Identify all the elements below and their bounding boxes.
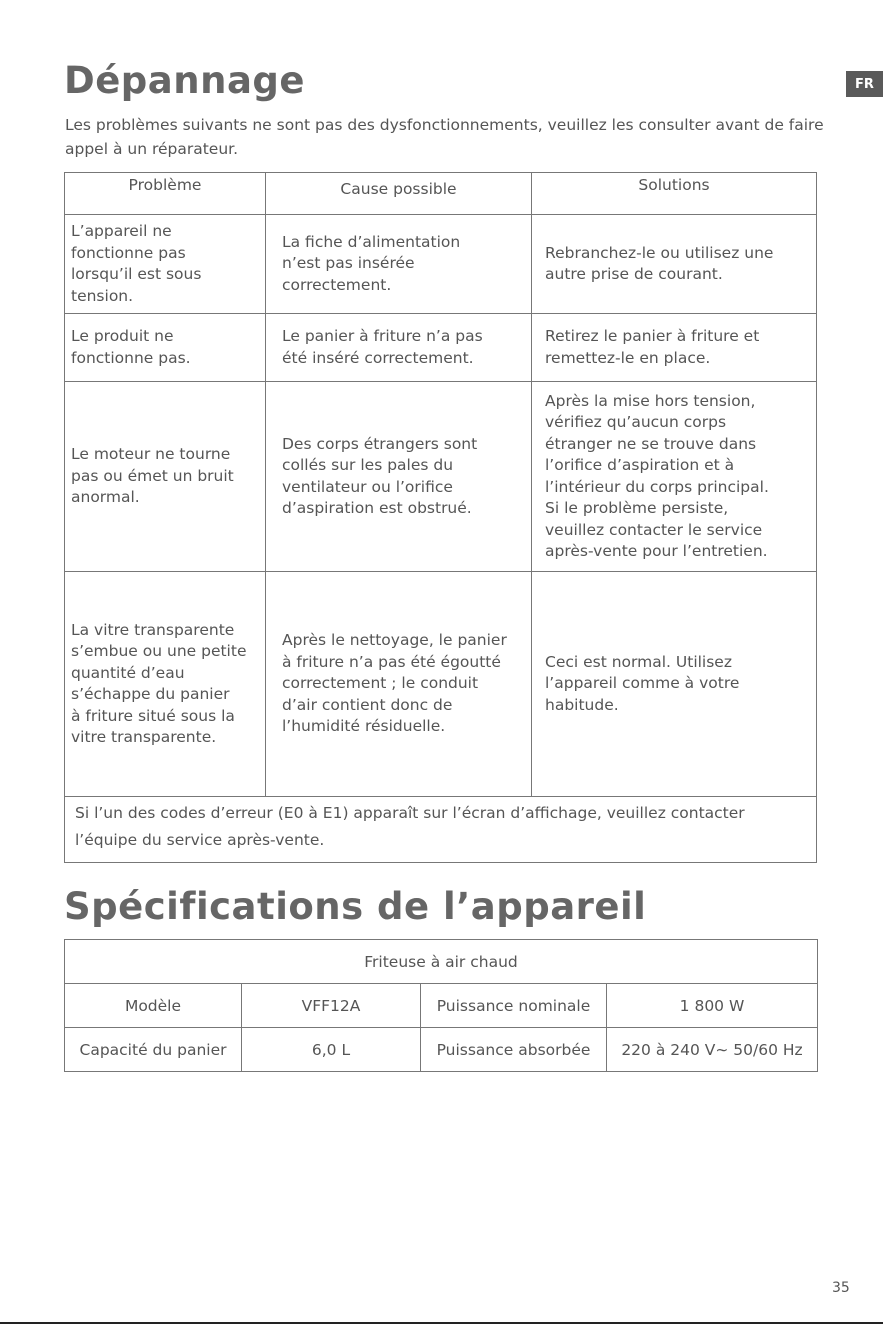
header-problem: Problème bbox=[65, 173, 266, 214]
intro-paragraph: Les problèmes suivants ne sont pas des dysfonctionnements, veuillez les consulter avant de faire appel à un réparateur. bbox=[65, 116, 824, 158]
cause-text: Après le nettoyage, le panier à friture n’a pas été égoutté correctement ; le conduit d’air contient donc de l’humidité résiduelle. bbox=[282, 631, 507, 736]
problem-text: L’appareil ne fonctionne pas lorsqu’il est sous tension. bbox=[71, 222, 202, 305]
cause-text: Des corps étrangers sont collés sur les pales du ventilateur ou l’orifice d’aspiration est obstrué. bbox=[282, 434, 478, 517]
cause-cell bbox=[266, 314, 532, 381]
solution-cell bbox=[532, 572, 816, 796]
rated-power-label: Puissance nominale bbox=[421, 984, 607, 1027]
solution-text: Rebranchez-le ou utilisez une autre prise de courant. bbox=[545, 243, 774, 283]
solution-text: Retirez le panier à friture et remettez-le en place. bbox=[545, 327, 760, 367]
section-title-specifications: Spécifications de l’appareil bbox=[64, 885, 647, 928]
header-solution: Solutions bbox=[638, 176, 710, 194]
problem-text: Le moteur ne tourne pas ou émet un bruit anormal. bbox=[71, 445, 234, 507]
language-badge: FR bbox=[846, 71, 883, 97]
spec-row bbox=[65, 984, 817, 1028]
specifications-table bbox=[64, 939, 818, 1072]
spec-product-row bbox=[65, 940, 817, 984]
solution-text: Après la mise hors tension, vérifiez qu’aucun corps étranger ne se trouve dans l’orifice d’aspiration et à l’intérieur du corps principal. Si le problème persiste, veuillez contacter le service après-vente pour l’entretien. bbox=[545, 391, 769, 560]
error-code-note: Si l’un des codes d’erreur (E0 à E1) apparaît sur l’écran d’affichage, veuillez contacter l’équipe du service après-vente. bbox=[75, 804, 745, 849]
problem-cell bbox=[65, 382, 266, 571]
model-value: VFF12A bbox=[242, 984, 421, 1027]
table-row bbox=[65, 572, 816, 797]
problem-cell bbox=[65, 314, 266, 381]
cause-cell bbox=[266, 382, 532, 571]
troubleshooting-table bbox=[64, 172, 817, 863]
cause-text: Le panier à friture n’a pas été inséré correctement. bbox=[282, 327, 483, 367]
section-title-troubleshooting: Dépannage bbox=[64, 59, 305, 102]
cause-text: La fiche d’alimentation n’est pas insérée correctement. bbox=[282, 232, 461, 294]
problem-text: La vitre transparente s’embue ou une petite quantité d’eau s’échappe du panier à friture situé sous la vitre transparente. bbox=[71, 620, 247, 746]
solution-cell bbox=[532, 382, 816, 571]
input-power-value: 220 à 240 V∼ 50/60 Hz bbox=[621, 1041, 803, 1059]
problem-text: Le produit ne fonctionne pas. bbox=[71, 327, 191, 367]
spec-row bbox=[65, 1028, 817, 1072]
table-row bbox=[65, 215, 816, 314]
cause-cell bbox=[266, 572, 532, 796]
problem-cell bbox=[65, 215, 266, 313]
capacity-label: Capacité du panier bbox=[65, 1028, 242, 1072]
capacity-value: 6,0 L bbox=[242, 1028, 421, 1072]
solution-text: Ceci est normal. Utilisez l’appareil comme à votre habitude. bbox=[545, 652, 740, 714]
product-name: Friteuse à air chaud bbox=[364, 952, 518, 971]
table-row bbox=[65, 382, 816, 572]
problem-cell bbox=[65, 572, 266, 796]
table-row bbox=[65, 314, 816, 382]
table-header-row bbox=[65, 173, 816, 215]
header-cause: Cause possible bbox=[266, 173, 532, 214]
page-number: 35 bbox=[832, 1280, 850, 1296]
cause-cell bbox=[266, 215, 532, 313]
solution-cell bbox=[532, 215, 816, 313]
input-power-label: Puissance absorbée bbox=[421, 1028, 607, 1072]
rated-power-value: 1 800 W bbox=[679, 996, 745, 1015]
solution-cell bbox=[532, 314, 816, 381]
model-label: Modèle bbox=[65, 984, 242, 1027]
